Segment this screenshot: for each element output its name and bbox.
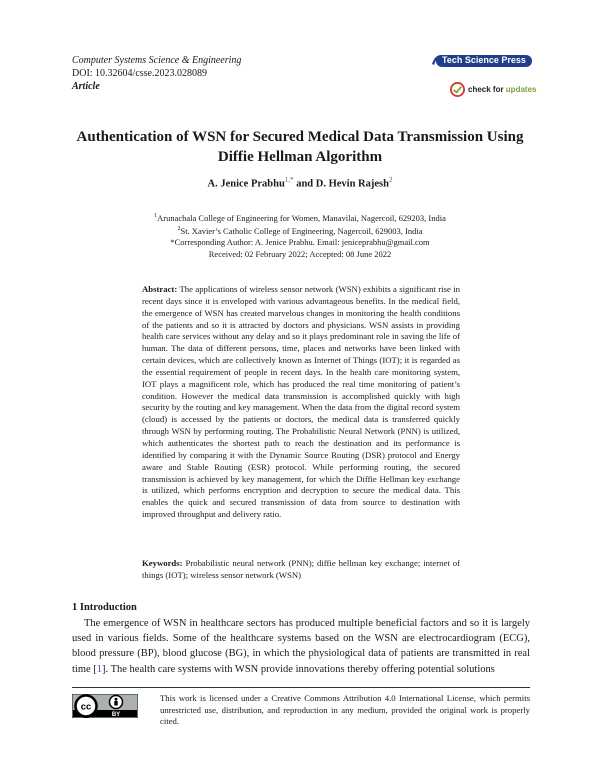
cc-label: cc <box>80 701 92 713</box>
person-head <box>115 698 118 701</box>
citation-link[interactable]: 1 <box>96 663 103 675</box>
author-2-sup[interactable]: 2 <box>388 176 393 184</box>
corresponding-author: *Corresponding Author: A. Jenice Prabhu. Email: jeniceprabhu@gmail.com <box>170 237 430 248</box>
abstract <box>142 284 460 521</box>
by-label: BY <box>111 712 121 718</box>
section-heading-introduction: 1 Introduction <box>72 602 137 613</box>
person-body <box>114 701 117 706</box>
check-suffix: updates <box>505 85 537 94</box>
check-updates-text <box>468 85 536 94</box>
author-1-sup[interactable]: 1,* <box>284 176 294 184</box>
keywords-text: Probabilistic neural network (PNN); diffie hellman key exchange; internet of things (IOT); wireless sensor network (WSN) <box>142 558 460 580</box>
cc-by-license-badge[interactable] <box>72 694 138 718</box>
author-joiner: and <box>293 178 316 190</box>
author-1: A. Jenice Prabhu <box>207 178 285 190</box>
affiliation-2-text: St. Xavier’s Catholic College of Engineering, Nagercoil, 629003, India <box>180 225 423 236</box>
keywords <box>142 558 460 582</box>
affiliation-1 <box>60 211 540 224</box>
affiliations <box>60 211 540 260</box>
journal-name: Computer Systems Science & Engineering <box>72 55 242 66</box>
author-2: D. Hevin Rajesh <box>315 178 389 190</box>
keywords-label: Keywords: <box>142 558 183 568</box>
received-accepted-dates: Received: 02 February 2022; Accepted: 08 June 2022 <box>208 248 392 259</box>
intro-text-2: ]. The health care systems with WSN provide innovations thereby offering potential solutions <box>102 663 495 675</box>
paper-title: Authentication of WSN for Secured Medical Data Transmission Using Diffie Hellman Algorithm <box>76 129 524 165</box>
article-type: Article <box>72 81 100 92</box>
abstract-label: Abstract: <box>142 284 178 294</box>
affiliation-1-text: Arunachala College of Engineering for Women, Manavilai, Nagercoil, 629203, India <box>157 212 446 223</box>
doi[interactable]: DOI: 10.32604/csse.2023.028089 <box>72 68 207 79</box>
abstract-text: The applications of wireless sensor network (WSN) exhibits a significant rise in recent days since it is enveloped with various advantageous benefits. In the medical field, the emergence of WSN has created marvelous changes in monitoring the health conditions of the patients and so it is attracted by doctors and physicians. WSN assists in providing health care services without any delay and so it plays predominant role in saving the life of human. The data of different persons, time, places and networks have been linked with certain devices, which are collectively known as Internet of Things (IOT); it is regarded as the essential requirement of people in recent days. In the health care monitoring system, IOT plays a magnificent role, which has produced the real time monitoring of patient’s condition. However the medical data transmission is accomplished quickly with high security by the routing and key management. When the data from the digital record system (cloud) is accessed by the patients or doctors, the medical data is transferred quickly through WSN by performing routing. The Probabilistic Neural Network (PNN) is utilized, which authenticates the shortest path to reach the destination and its performance is identified by comparing it with the Dynamic Source Routing (DSR) protocol and Energy aware and Stable Routing (ESR) protocol. While performing routing, the secured transmission is achieved by key management, for which the Diffie Hellman key exchange is utilized, which performs encryption and decryption to secure the medical data. This enables the quick and secured transmission of data from source to destination with improved throughput and delivery ratio. <box>142 284 460 520</box>
license-text: This work is licensed under a Creative Commons Attribution 4.0 International License, which permits unrestricted use, distribution, and reproduction in any medium, provided the original work is properly cited. <box>160 693 530 726</box>
publisher-logo[interactable] <box>430 53 532 67</box>
affiliation-2-sup: 2 <box>177 226 181 233</box>
introduction-paragraph <box>72 616 530 677</box>
footer-divider <box>72 687 530 688</box>
check-prefix: check for <box>468 85 506 94</box>
author-line <box>60 173 540 192</box>
intro-text-1: The emergence of WSN in healthcare sectors has produced multiple beneficial factors and so it is largely used in various fields. Some of the healthcare systems based on the WSN are electrocardiogram (ECG), blood pressure (BP), blood glucose (BG), in which the physiological data of patients are transmitted in real time [ <box>72 618 530 675</box>
affiliation-1-sup: 1 <box>154 213 158 219</box>
publisher-name: Tech Science Press <box>442 55 526 65</box>
affiliation-2 <box>60 224 540 237</box>
check-updates-icon <box>450 82 465 97</box>
